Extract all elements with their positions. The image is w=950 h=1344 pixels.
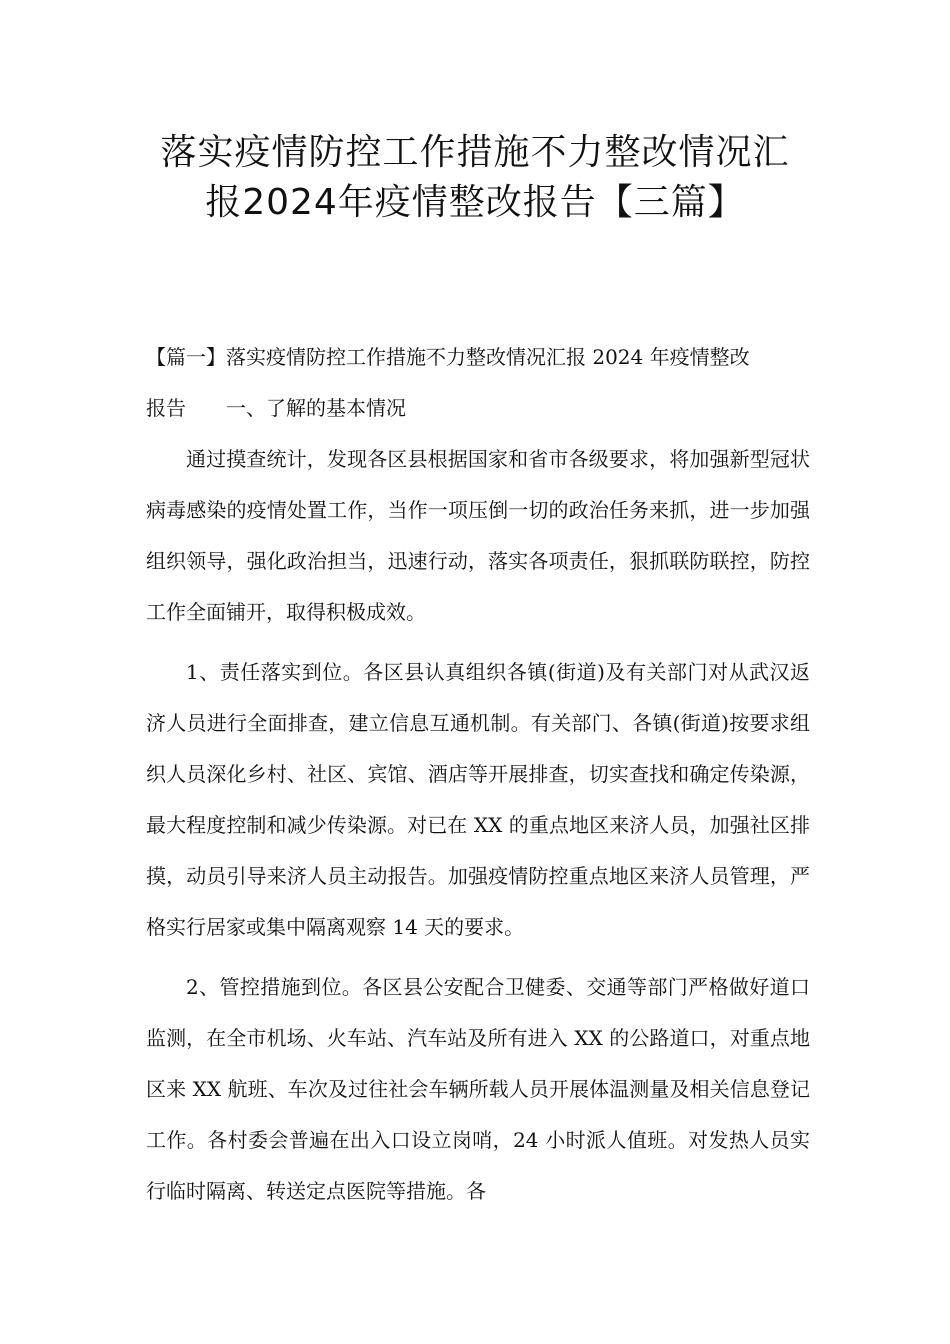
title-line-2: 报2024年疫情整改报告【三篇】 — [205, 182, 745, 223]
paragraph-basic-situation: 通过摸查统计，发现各区县根据国家和省市各级要求，将加强新型冠状病毒感染的疫情处置工作，当作一项压倒一切的政治任务来抓，进一步加强组织领导，强化政治担当，迅速行动，落实各项责任，狠抓联防联控，防控工作全面铺开，取得积极成效。 — [146, 447, 810, 624]
section-heading-report-label: 报告 — [146, 396, 186, 420]
title-line-1: 落实疫情防控工作措施不力整改情况汇 — [160, 132, 790, 173]
section-heading-line-2 — [146, 383, 810, 434]
paragraph-responsibility: 1、责任落实到位。各区县认真组织各镇(街道)及有关部门对从武汉返济人员进行全面排查，建立信息互通机制。有关部门、各镇(街道)按要求组织人员深化乡村、社区、宾馆、酒店等开展排查，切实查找和确定传染源，最大程度控制和减少传染源。对已在 XX 的重点地区来济人员，加强社区排摸，动员引导来济人员主动报告。加强疫情防控重点地区来济人员管理，严格实行居家或集中隔离观察 14 天的要求。 — [146, 660, 810, 939]
section-subheading: 一、了解的基本情况 — [226, 396, 406, 420]
document-body — [146, 332, 810, 1217]
section-heading-line-1: 【篇一】落实疫情防控工作措施不力整改情况汇报 2024 年疫情整改 — [146, 345, 750, 369]
document-title — [110, 128, 840, 228]
paragraph-control-measures: 2、管控措施到位。各区县公安配合卫健委、交通等部门严格做好道口监测，在全市机场、火车站、汽车站及所有进入 XX 的公路道口，对重点地区来 XX 航班、车次及过往社会车辆所载人员开展体温测量及相关信息登记工作。各村委会普遍在出入口设立岗哨，24 小时派人值班。对发热人员实行临时隔离、转送定点医院等措施。各 — [146, 975, 810, 1203]
